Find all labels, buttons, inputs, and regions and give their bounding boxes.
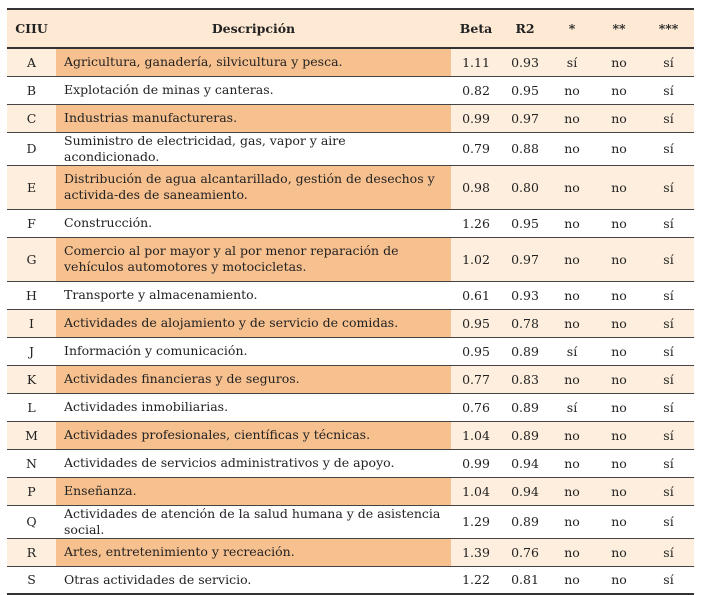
- table-row: [7, 48, 694, 76]
- cell-r2: 0.78: [501, 309, 549, 337]
- cell-code: R: [7, 538, 56, 566]
- cell-sig-2: no: [595, 505, 643, 538]
- cell-sig-1: no: [549, 566, 595, 594]
- cell-r2: 0.97: [501, 104, 549, 132]
- cell-description: Información y comunicación.: [56, 337, 451, 365]
- cell-code: I: [7, 309, 56, 337]
- cell-r2: 0.93: [501, 281, 549, 309]
- cell-r2: 0.83: [501, 365, 549, 393]
- table-row: [7, 309, 694, 337]
- table-row: [7, 237, 694, 281]
- cell-code: S: [7, 566, 56, 594]
- cell-sig-1: no: [549, 132, 595, 165]
- cell-sig-3: sí: [643, 309, 694, 337]
- cell-sig-2: no: [595, 365, 643, 393]
- cell-sig-2: no: [595, 421, 643, 449]
- cell-r2: 0.89: [501, 393, 549, 421]
- cell-description: Distribución de agua alcantarillado, gestión de desechos y activida-des de saneamiento.: [56, 165, 451, 209]
- cell-r2: 0.95: [501, 209, 549, 237]
- cell-sig-3: sí: [643, 237, 694, 281]
- cell-code: M: [7, 421, 56, 449]
- cell-r2: 0.97: [501, 237, 549, 281]
- cell-description: Industrias manufactureras.: [56, 104, 451, 132]
- cell-sig-1: no: [549, 421, 595, 449]
- cell-sig-1: sí: [549, 393, 595, 421]
- cell-beta: 1.04: [451, 421, 501, 449]
- cell-sig-3: sí: [643, 48, 694, 76]
- cell-description: Actividades inmobiliarias.: [56, 393, 451, 421]
- cell-beta: 0.99: [451, 449, 501, 477]
- cell-code: A: [7, 48, 56, 76]
- cell-sig-2: no: [595, 165, 643, 209]
- cell-sig-1: no: [549, 76, 595, 104]
- cell-description: Artes, entretenimiento y recreación.: [56, 538, 451, 566]
- cell-beta: 1.11: [451, 48, 501, 76]
- cell-sig-1: no: [549, 165, 595, 209]
- cell-beta: 1.22: [451, 566, 501, 594]
- table-row: [7, 281, 694, 309]
- table-row: [7, 104, 694, 132]
- cell-sig-3: sí: [643, 209, 694, 237]
- cell-beta: 0.82: [451, 76, 501, 104]
- table-row: [7, 209, 694, 237]
- cell-r2: 0.89: [501, 421, 549, 449]
- header-beta: Beta: [451, 9, 501, 48]
- cell-sig-1: no: [549, 104, 595, 132]
- cell-beta: 1.04: [451, 477, 501, 505]
- cell-sig-3: sí: [643, 538, 694, 566]
- cell-r2: 0.89: [501, 337, 549, 365]
- cell-sig-2: no: [595, 76, 643, 104]
- cell-sig-3: sí: [643, 76, 694, 104]
- cell-sig-2: no: [595, 132, 643, 165]
- cell-sig-2: no: [595, 104, 643, 132]
- table-row: [7, 165, 694, 209]
- header-sig-2: **: [595, 9, 643, 48]
- cell-sig-1: no: [549, 237, 595, 281]
- cell-description: Actividades de servicios administrativos y de apoyo.: [56, 449, 451, 477]
- cell-sig-2: no: [595, 209, 643, 237]
- cell-sig-1: no: [549, 505, 595, 538]
- cell-description: Suministro de electricidad, gas, vapor y aire acondicionado.: [56, 132, 451, 165]
- cell-beta: 1.39: [451, 538, 501, 566]
- cell-code: H: [7, 281, 56, 309]
- cell-sig-1: no: [549, 538, 595, 566]
- cell-sig-3: sí: [643, 477, 694, 505]
- ciiu-table: [7, 8, 694, 595]
- header-code: CIIU: [7, 9, 56, 48]
- cell-sig-2: no: [595, 237, 643, 281]
- cell-code: C: [7, 104, 56, 132]
- cell-sig-1: sí: [549, 337, 595, 365]
- cell-sig-2: no: [595, 566, 643, 594]
- cell-code: J: [7, 337, 56, 365]
- cell-sig-3: sí: [643, 566, 694, 594]
- cell-r2: 0.94: [501, 449, 549, 477]
- cell-r2: 0.80: [501, 165, 549, 209]
- cell-beta: 1.02: [451, 237, 501, 281]
- cell-code: P: [7, 477, 56, 505]
- cell-sig-3: sí: [643, 132, 694, 165]
- cell-sig-2: no: [595, 281, 643, 309]
- cell-code: G: [7, 237, 56, 281]
- cell-sig-1: no: [549, 477, 595, 505]
- cell-sig-3: sí: [643, 449, 694, 477]
- cell-description: Comercio al por mayor y al por menor reparación de vehículos automotores y motocicletas.: [56, 237, 451, 281]
- table-row: [7, 449, 694, 477]
- cell-beta: 0.95: [451, 337, 501, 365]
- cell-description: Actividades de alojamiento y de servicio de comidas.: [56, 309, 451, 337]
- table-row: [7, 421, 694, 449]
- header-row: [7, 9, 694, 48]
- table-row: [7, 538, 694, 566]
- cell-beta: 0.98: [451, 165, 501, 209]
- cell-beta: 0.77: [451, 365, 501, 393]
- cell-sig-1: no: [549, 365, 595, 393]
- cell-code: E: [7, 165, 56, 209]
- cell-r2: 0.88: [501, 132, 549, 165]
- cell-description: Actividades profesionales, científicas y técnicas.: [56, 421, 451, 449]
- table-row: [7, 566, 694, 594]
- header-sig-1: *: [549, 9, 595, 48]
- cell-beta: 0.95: [451, 309, 501, 337]
- cell-sig-3: sí: [643, 505, 694, 538]
- cell-r2: 0.76: [501, 538, 549, 566]
- cell-description: Transporte y almacenamiento.: [56, 281, 451, 309]
- table-row: [7, 365, 694, 393]
- cell-sig-1: no: [549, 281, 595, 309]
- cell-code: F: [7, 209, 56, 237]
- header-description: Descripción: [56, 9, 451, 48]
- table-row: [7, 393, 694, 421]
- cell-code: N: [7, 449, 56, 477]
- cell-code: K: [7, 365, 56, 393]
- cell-code: B: [7, 76, 56, 104]
- cell-beta: 0.99: [451, 104, 501, 132]
- cell-sig-2: no: [595, 538, 643, 566]
- cell-r2: 0.89: [501, 505, 549, 538]
- cell-sig-3: sí: [643, 365, 694, 393]
- cell-sig-3: sí: [643, 165, 694, 209]
- cell-description: Agricultura, ganadería, silvicultura y pesca.: [56, 48, 451, 76]
- cell-beta: 1.29: [451, 505, 501, 538]
- cell-sig-2: no: [595, 393, 643, 421]
- cell-r2: 0.95: [501, 76, 549, 104]
- cell-code: Q: [7, 505, 56, 538]
- cell-description: Otras actividades de servicio.: [56, 566, 451, 594]
- cell-sig-2: no: [595, 48, 643, 76]
- cell-sig-2: no: [595, 309, 643, 337]
- cell-description: Construcción.: [56, 209, 451, 237]
- cell-sig-2: no: [595, 337, 643, 365]
- cell-description: Actividades de atención de la salud humana y de asistencia social.: [56, 505, 451, 538]
- cell-r2: 0.81: [501, 566, 549, 594]
- header-r2: R2: [501, 9, 549, 48]
- cell-beta: 0.79: [451, 132, 501, 165]
- cell-sig-3: sí: [643, 421, 694, 449]
- cell-r2: 0.93: [501, 48, 549, 76]
- cell-sig-2: no: [595, 477, 643, 505]
- cell-description: Enseñanza.: [56, 477, 451, 505]
- cell-beta: 0.61: [451, 281, 501, 309]
- cell-sig-1: no: [549, 449, 595, 477]
- cell-sig-1: no: [549, 209, 595, 237]
- cell-sig-2: no: [595, 449, 643, 477]
- cell-code: L: [7, 393, 56, 421]
- cell-sig-3: sí: [643, 337, 694, 365]
- cell-beta: 0.76: [451, 393, 501, 421]
- cell-description: Actividades financieras y de seguros.: [56, 365, 451, 393]
- cell-sig-3: sí: [643, 281, 694, 309]
- table-row: [7, 337, 694, 365]
- cell-sig-3: sí: [643, 393, 694, 421]
- table-header: [7, 9, 694, 48]
- cell-description: Explotación de minas y canteras.: [56, 76, 451, 104]
- cell-beta: 1.26: [451, 209, 501, 237]
- table-row: [7, 477, 694, 505]
- table-body: [7, 48, 694, 594]
- table-row: [7, 76, 694, 104]
- table-row: [7, 505, 694, 538]
- cell-sig-1: no: [549, 309, 595, 337]
- cell-r2: 0.94: [501, 477, 549, 505]
- table-row: [7, 132, 694, 165]
- cell-sig-1: sí: [549, 48, 595, 76]
- cell-sig-3: sí: [643, 104, 694, 132]
- header-sig-3: ***: [643, 9, 694, 48]
- cell-code: D: [7, 132, 56, 165]
